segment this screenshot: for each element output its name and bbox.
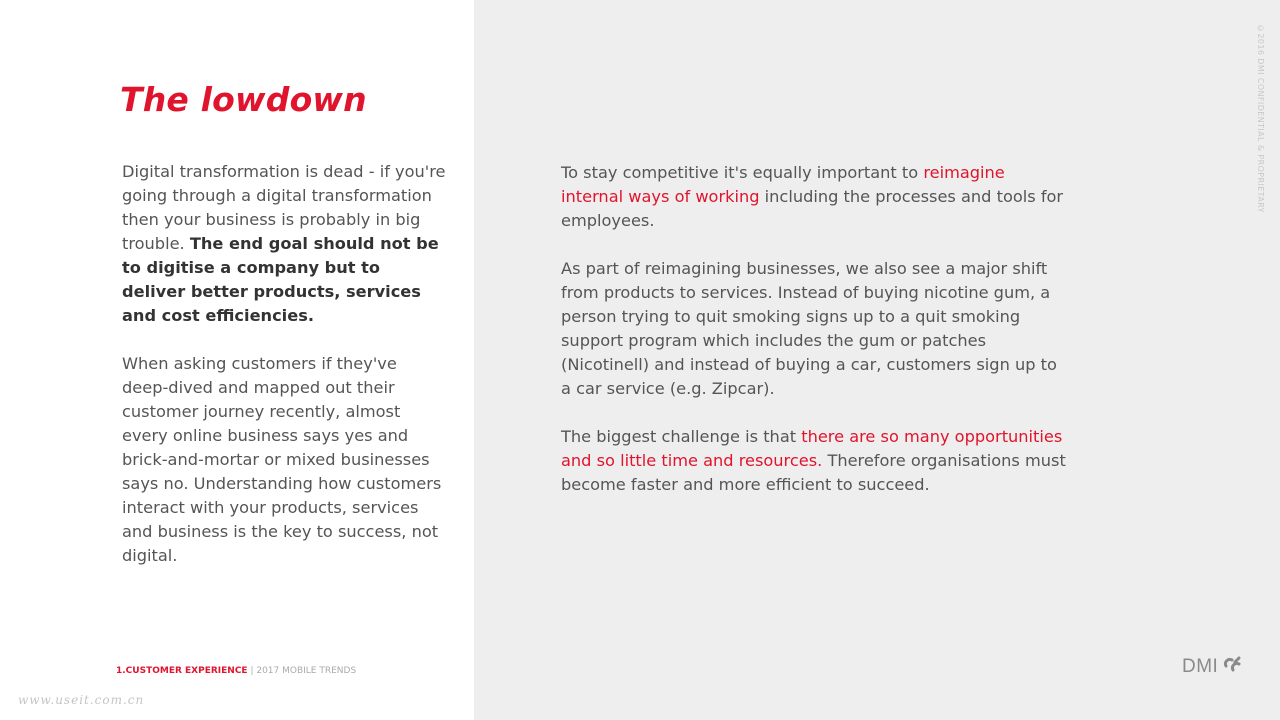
right-paragraph-3-post: Therefore organisations must become faster and more efficient to succeed. <box>561 451 1066 494</box>
dmi-logo <box>1182 656 1243 678</box>
right-paragraph-1 <box>561 161 1071 233</box>
left-paragraph-1-bold: The end goal should not be to digitise a company but to deliver better products, services and cost efficiencies. <box>122 234 439 325</box>
slide-title: The lowdown <box>120 80 367 119</box>
slide-footer <box>116 666 356 676</box>
right-paragraph-2: As part of reimagining businesses, we also see a major shift from products to services. Instead of buying nicotine gum, a person trying to quit smoking signs up to a quit smoking support program which includes the gum or patches (Nicotinell) and instead of buying a car, customers sign up to a car service (e.g. Zipcar). <box>561 259 1057 398</box>
left-paragraph-1 <box>122 160 448 328</box>
left-paragraph-1-text: Digital transformation is dead - if you're going through a digital transformation then your business is probably in big trouble. <box>122 162 446 253</box>
logo-text: DMI <box>1182 656 1219 677</box>
footer-label: 2017 MOBILE TRENDS <box>256 666 357 676</box>
confidential-notice: ©2016 DMI CONFIDENTIAL & PROPRIETARY <box>1256 24 1265 213</box>
right-paragraph-1-highlight: reimagine internal ways of working <box>561 163 1005 206</box>
right-paragraph-1-pre: To stay competitive it's equally important to <box>561 163 924 182</box>
left-column <box>122 160 448 592</box>
right-paragraph-3 <box>561 425 1071 497</box>
right-column <box>561 161 1071 521</box>
left-paragraph-2: When asking customers if they've deep-dived and mapped out their customer journey recently, almost every online business says yes and brick-and-mortar or mixed businesses says no. Understanding how customers interact with your products, services and business is the key to success, not digital. <box>122 354 442 565</box>
right-paragraph-3-highlight: there are so many opportunities and so little time and resources. <box>561 427 1063 470</box>
footer-separator: | <box>247 666 257 676</box>
watermark: www.useit.com.cn <box>18 693 145 707</box>
right-paragraph-1-post: including the processes and tools for employees. <box>561 187 1064 230</box>
footer-section: 1.CUSTOMER EXPERIENCE <box>116 666 248 676</box>
dmi-logo-icon <box>1221 656 1243 678</box>
right-paragraph-3-pre: The biggest challenge is that <box>561 427 802 446</box>
